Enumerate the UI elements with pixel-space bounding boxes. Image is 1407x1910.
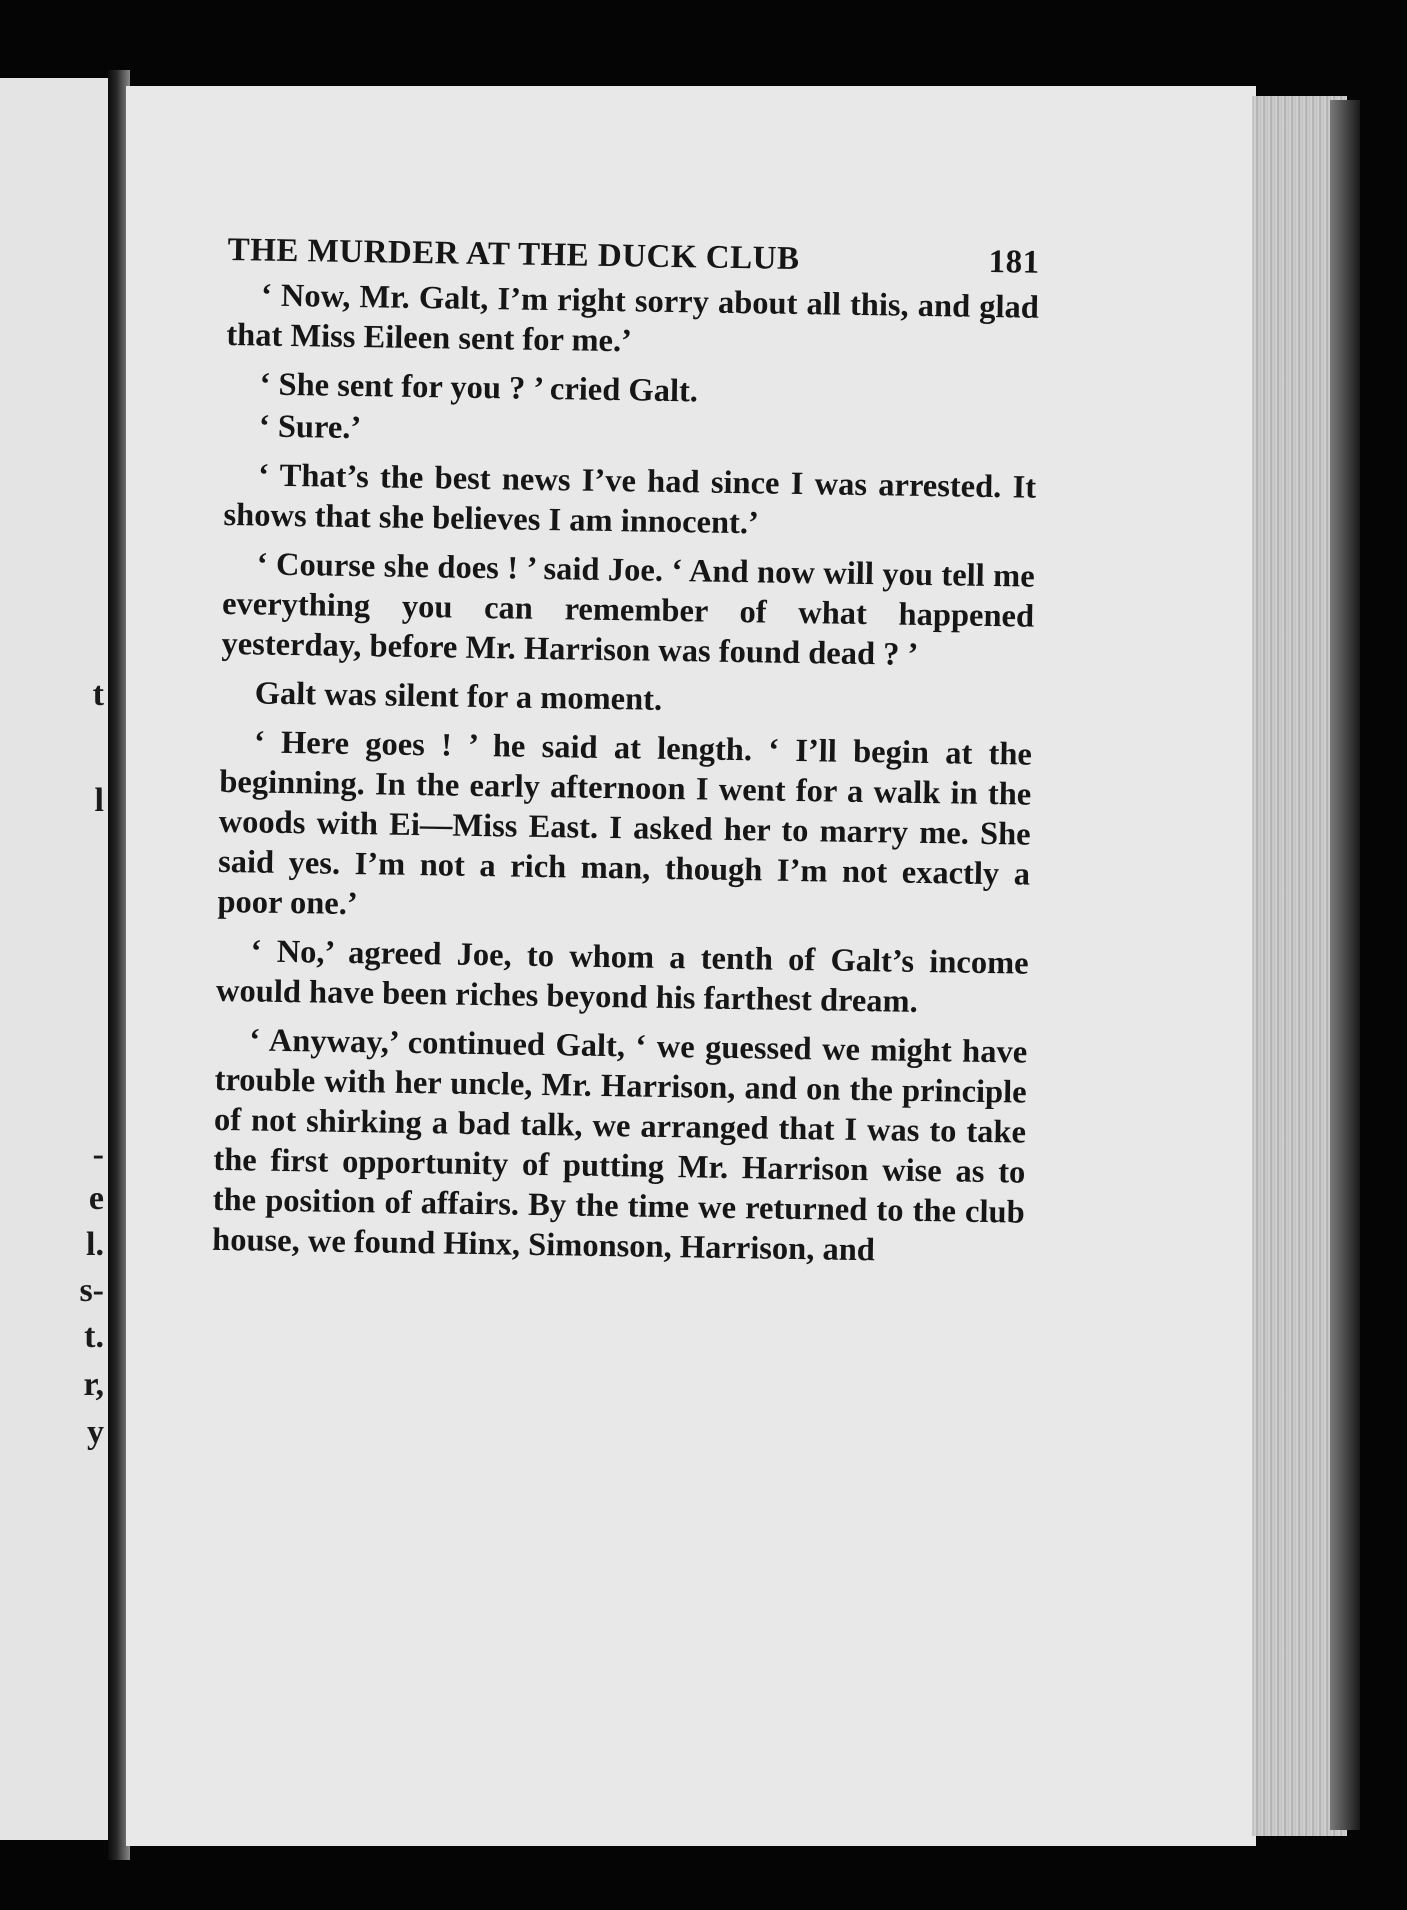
- facing-page-fragment: e: [88, 1180, 104, 1217]
- paragraph: ‘ No,’ agreed Joe, to whom a tenth of Galt’s income would have been riches beyond his farthest dream.: [215, 933, 1029, 1020]
- facing-page-fragment: l.: [86, 1226, 104, 1263]
- paragraph: ‘ Sure.’: [258, 408, 362, 447]
- facing-page-fragment: -: [92, 1136, 104, 1173]
- paragraph: ‘ She sent for you ? ’ cried Galt.: [259, 366, 699, 410]
- paragraph: Galt was silent for a moment.: [254, 675, 663, 718]
- paragraph: ‘ Here goes ! ’ he said at length. ‘ I’ll begin at the beginning. In the early afternoon I went for a walk in the woods with Ei—Miss East. I asked her to marry me. She said yes. I’m not a rich man, though I’m not exactly a poor one.’: [217, 724, 1033, 923]
- facing-page-fragment: s-: [79, 1272, 104, 1309]
- facing-page-fragment: t: [92, 676, 104, 713]
- running-title: THE MURDER AT THE DUCK CLUB: [227, 232, 800, 277]
- paragraph: ‘ Now, Mr. Galt, I’m right sorry about all this, and glad that Miss Eileen sent for me.’: [226, 277, 1040, 360]
- paragraph: ‘ That’s the best news I’ve had since I was arrested. It shows that she believes I am innocent.’: [223, 457, 1037, 542]
- facing-page-fragment: r,: [83, 1366, 104, 1403]
- paragraph: ‘ Course she does ! ’ said Joe. ‘ And now will you tell me everything you can remember of what happened yesterday, before Mr. Harrison was found dead ? ’: [221, 546, 1035, 673]
- paragraph: ‘ Anyway,’ continued Galt, ‘ we guessed we might have trouble with her uncle, Mr. Harrison, and on the principle of not shirking a bad talk, we arranged that I was to take the first opportunity of putting Mr. Harrison wise as to the position of affairs. By the time we returned to the club house, we found Hinx, Simonson, Harrison, and: [211, 1022, 1028, 1269]
- facing-page-fragment: l: [94, 782, 104, 819]
- facing-page-edge: [0, 78, 114, 1840]
- page-number: 181: [988, 243, 1040, 281]
- page-text: [212, 232, 1040, 1282]
- facing-page-fragment: t.: [84, 1318, 104, 1355]
- page-edge-shadow: [1330, 100, 1360, 1830]
- facing-page-fragment: y: [87, 1414, 104, 1451]
